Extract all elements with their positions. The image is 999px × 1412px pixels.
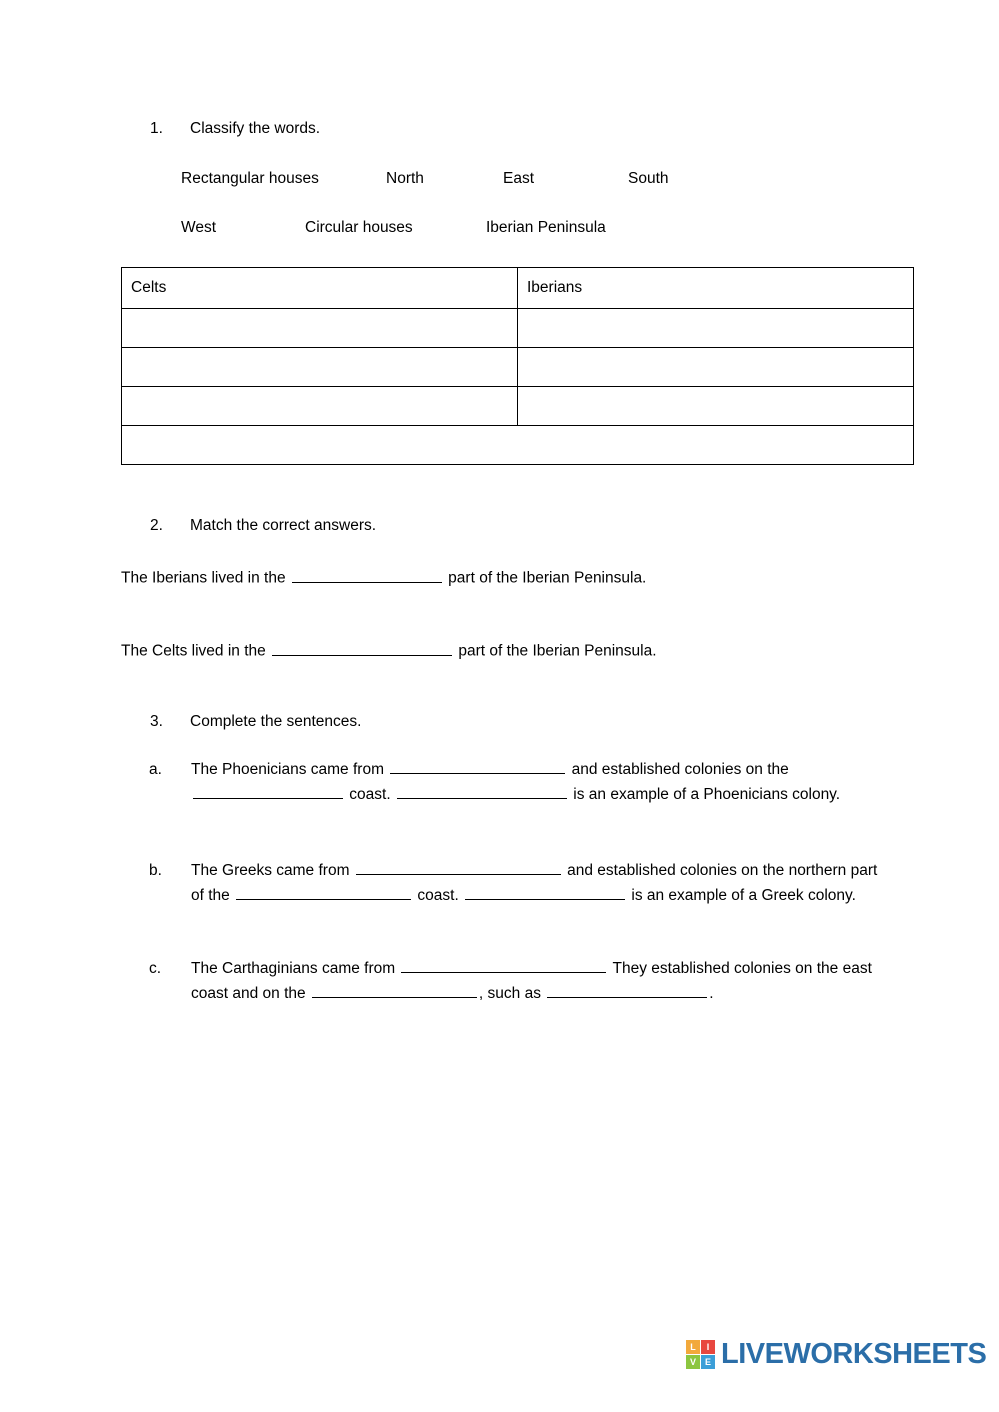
answer-blank-1[interactable] (390, 758, 565, 775)
sentence-text: The Carthaginians came from (191, 960, 400, 977)
answer-blank-1[interactable] (401, 957, 606, 974)
word-bank-row-2 (181, 219, 606, 237)
item-b-body (191, 858, 879, 908)
item-c-body (191, 956, 879, 1006)
exercise-2-sentence-2 (121, 639, 657, 661)
exercise-3-item-b (149, 858, 879, 908)
table-row (122, 426, 914, 465)
answer-blank-2[interactable] (193, 783, 343, 800)
logo-cell-i: I (701, 1340, 715, 1354)
table-cell-iberians-3[interactable] (518, 387, 914, 426)
sentence-1-part-2: part of the Iberian Peninsula. (443, 569, 647, 587)
sentence-1-part-1: The Iberians lived in the (121, 569, 290, 587)
table-cell-iberians-1[interactable] (518, 309, 914, 348)
exercise-1-number: 1. (150, 120, 163, 137)
table-row (122, 387, 914, 426)
answer-blank-3[interactable] (397, 783, 567, 800)
sentence-text: and established colonies on the northern part of the (191, 862, 878, 904)
answer-blank-3[interactable] (465, 884, 625, 901)
sentence-2-part-2: part of the Iberian Peninsula. (454, 642, 657, 660)
liveworksheets-footer (686, 1338, 986, 1371)
sentence-text: coast. (345, 786, 395, 803)
table-row (122, 348, 914, 387)
item-a-body (191, 757, 879, 807)
sentence-2-blank[interactable] (272, 639, 452, 656)
exercise-2-heading (150, 517, 850, 535)
answer-blank-2[interactable] (236, 884, 411, 901)
exercise-2-number: 2. (150, 517, 163, 534)
table-cell-celts-1[interactable] (122, 309, 518, 348)
sentence-text: The Phoenicians came from (191, 761, 389, 778)
table-cell-iberians-2[interactable] (518, 348, 914, 387)
item-a-letter: a. (149, 761, 162, 778)
table-cell-full-width[interactable] (122, 426, 914, 465)
answer-blank-3[interactable] (547, 982, 707, 999)
exercise-2-sentence-1 (121, 566, 646, 588)
table-header-row (122, 268, 914, 309)
table-cell-celts-2[interactable] (122, 348, 518, 387)
exercise-3-heading (150, 713, 850, 731)
sentence-text: The Greeks came from (191, 862, 354, 879)
item-c-letter: c. (149, 960, 162, 977)
sentence-2-part-1: The Celts lived in the (121, 642, 271, 660)
sentence-text: coast. (413, 887, 464, 904)
sentence-1-blank[interactable] (292, 566, 442, 583)
word-south: South (628, 170, 669, 187)
word-west: West (181, 219, 217, 236)
sentence-text: , such as (478, 985, 546, 1002)
table-row (122, 309, 914, 348)
table-header-iberians: Iberians (518, 268, 914, 309)
word-north: North (386, 170, 424, 187)
logo-cell-e: E (701, 1355, 715, 1369)
exercise-3-number: 3. (150, 713, 163, 730)
exercise-2-instruction: Match the correct answers. (190, 517, 377, 534)
exercise-1-instruction: Classify the words. (190, 120, 321, 137)
word-iberian-peninsula: Iberian Peninsula (486, 219, 606, 236)
item-b-letter: b. (149, 862, 162, 879)
logo-cell-l: L (686, 1340, 700, 1354)
sentence-text: and established colonies on the (567, 761, 789, 778)
sentence-text: They established colonies on the east coast and on the (191, 960, 872, 1002)
exercise-1-heading (150, 120, 850, 138)
sentence-text: is an example of a Greek colony. (627, 887, 856, 904)
logo-cell-v: V (686, 1355, 700, 1369)
liveworksheets-brand-text: LIVEWORKSHEETS (721, 1338, 987, 1370)
word-east: East (503, 170, 535, 187)
exercise-3-item-a (149, 757, 879, 807)
sentence-text: . (709, 985, 714, 1002)
answer-blank-2[interactable] (312, 982, 477, 999)
classify-table (121, 267, 914, 465)
liveworksheets-logo-icon (686, 1340, 715, 1369)
word-bank-row-1 (181, 170, 748, 188)
exercise-3-instruction: Complete the sentences. (190, 713, 362, 730)
word-rectangular-houses: Rectangular houses (181, 170, 319, 187)
exercise-3-item-c (149, 956, 879, 1006)
answer-blank-1[interactable] (356, 859, 561, 876)
table-cell-celts-3[interactable] (122, 387, 518, 426)
table-header-celts: Celts (122, 268, 518, 309)
word-circular-houses: Circular houses (305, 219, 413, 236)
sentence-text: is an example of a Phoenicians colony. (568, 786, 841, 803)
